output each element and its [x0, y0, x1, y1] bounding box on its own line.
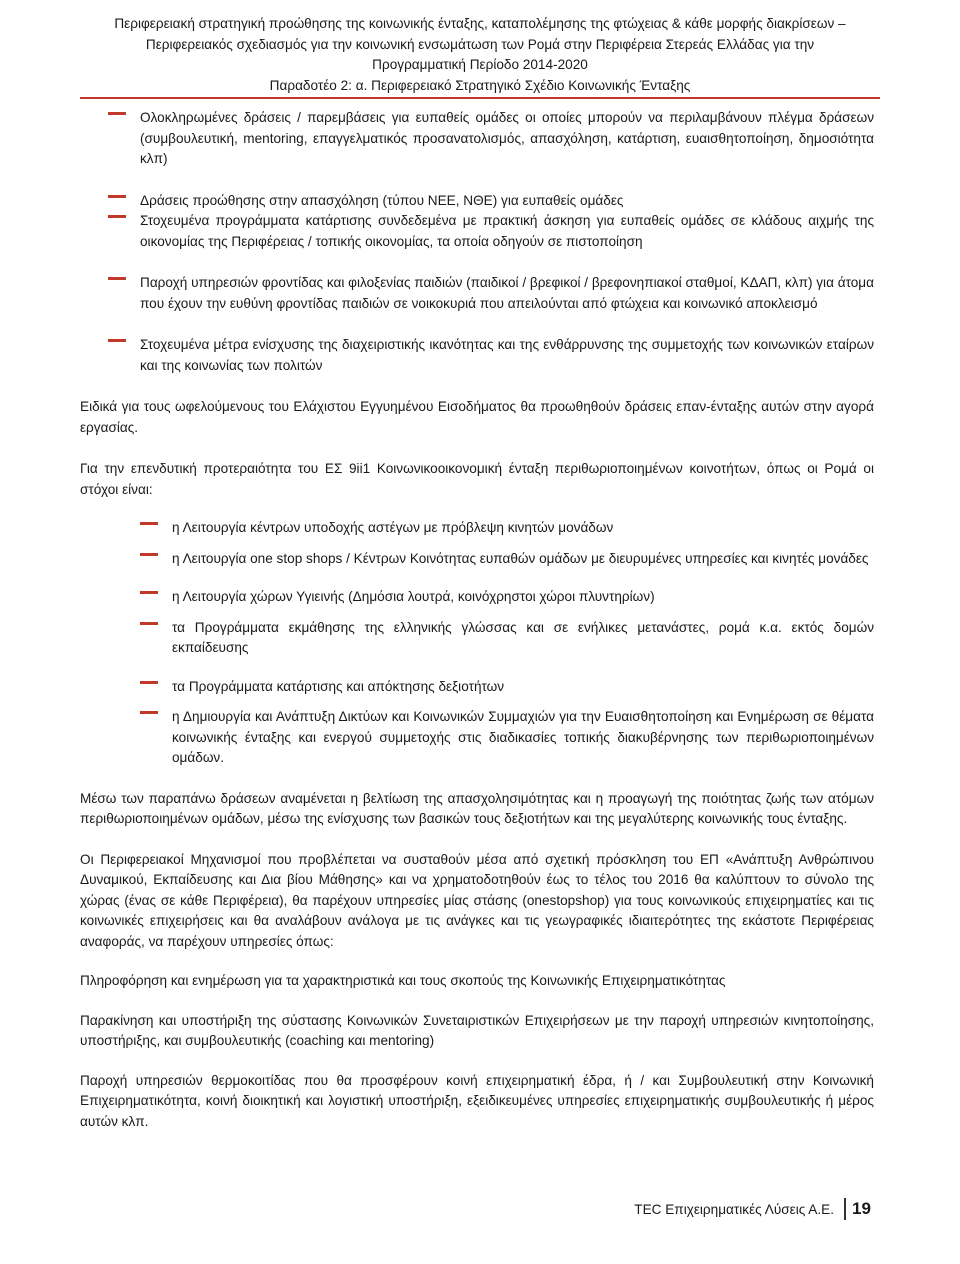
header-divider — [80, 97, 880, 99]
dash-bullet-icon — [140, 522, 158, 525]
dash-bullet-icon — [140, 681, 158, 684]
paragraph: Για την επενδυτική προτεραιότητα του ΕΣ 9ii1 Κοινωνικοοικονομική ένταξη περιθωριοποιημένων κοινοτήτων, όπως οι Ρομά οι στόχοι είναι: — [80, 461, 874, 497]
paragraph: Πληροφόρηση και ενημέρωση για τα χαρακτηριστικά και τους σκοπούς της Κοινωνικής Επιχειρηματικότητας — [80, 973, 726, 988]
dash-bullet-icon — [140, 622, 158, 625]
list-item: Στοχευμένα μέτρα ενίσχυσης της διαχειριστικής ικανότητας και της ενθάρρυνσης της συμμετοχής των κοινωνικών εταίρων και της κοινωνίας των πολιτών — [80, 335, 874, 376]
header-line-1: Περιφερειακή στρατηγική προώθησης της κοινωνικής ένταξης, καταπολέμησης της φτώχειας & κάθε μορφής διακρίσεων – — [114, 16, 846, 31]
goals-list — [80, 518, 874, 769]
page-header — [60, 14, 900, 96]
list-item: η Δημιουργία και Ανάπτυξη Δικτύων και Κοινωνικών Συμμαχιών για την Ευαισθητοποίηση και Ενημέρωση σε θέματα κοινωνικής ένταξης και ενεργού συμμετοχής στις διαδικασίες τοπικής διακυβέρνησης των περιθωριοποιημένων ομάδων. — [80, 707, 874, 769]
actions-list — [80, 108, 874, 376]
list-item: τα Προγράμματα κατάρτισης και απόκτησης δεξιοτήτων — [80, 677, 874, 698]
paragraph: Οι Περιφερειακοί Μηχανισμοί που προβλέπεται να συσταθούν μέσα από σχετική πρόσκληση του ΕΠ «Ανάπτυξη Ανθρώπινου Δυναμικού, Εκπαίδευσης και Δια βίου Μάθησης» και να χρηματοδοτηθούν έως το τέλος του 2016 θα καλύπτουν το σύνολο της χώρας (ένας σε κάθε Περιφέρεια), θα παρέχουν υπηρεσίες μίας στάσης (onestopshop) για τους κοινωνικούς επιχειρηματίες και τις κοινωνικές επιχειρήσεις και θα αναλάβουν ανάλογα με τις ανάγκες και τις γεωγραφικές ιδιαιτερότητες της εκάστοτε Περιφέρειας αναφοράς, να παρέχουν υπηρεσίες όπως: — [80, 851, 874, 949]
footer-company: TEC Επιχειρηματικές Λύσεις Α.Ε. — [634, 1202, 834, 1217]
page-number: 19 — [852, 1199, 871, 1218]
list-item: Ολοκληρωμένες δράσεις / παρεμβάσεις για ευπαθείς ομάδες οι οποίες μπορούν να περιλαμβάνουν πλέγμα δράσεων (συμβουλευτική, mentoring, επαγγελματικός προσανατολισμός, απασχόληση, κατάρτιση, ευαισθητοποίηση, δημοσιότητα κλπ) — [80, 108, 874, 170]
list-item: η Λειτουργία χώρων Υγιεινής (Δημόσια λουτρά, κοινόχρηστοι χώροι πλυντηρίων) — [80, 587, 874, 608]
dash-bullet-icon — [108, 112, 126, 115]
paragraph: Μέσω των παραπάνω δράσεων αναμένεται η βελτίωση της απασχολησιμότητας και η προαγωγή της ποιότητας ζωής των ατόμων περιθωριοποιημένων ομάδων, μέσω της ενίσχυσης των βασικών τους δεξιοτήτων και της μεγαλύτερης κοινωνικής τους ένταξης. — [80, 790, 874, 826]
header-line-2: Περιφερειακός σχεδιασμός για την κοινωνική ενσωμάτωση των Ρομά στην Περιφέρεια Στερεάς Ελλάδας για την — [145, 36, 815, 52]
list-item: Δράσεις προώθησης στην απασχόληση (τύπου ΝΕΕ, ΝΘΕ) για ευπαθείς ομάδες — [80, 191, 874, 212]
dash-bullet-icon — [140, 711, 158, 714]
list-item: η Λειτουργία one stop shops / Κέντρων Κοινότητας ευπαθών ομάδων με διευρυμένες υπηρεσίες και κινητές μονάδες — [80, 549, 874, 570]
footer-divider — [844, 1198, 846, 1220]
document-body — [80, 102, 874, 1132]
list-item: η Λειτουργία κέντρων υποδοχής αστέγων με πρόβλεψη κινητών μονάδων — [80, 518, 874, 539]
paragraph: Ειδικά για τους ωφελούμενους του Ελάχιστου Εγγυημένου Εισοδήματος θα προωθηθούν δράσεις επαν-ένταξης αυτών στην αγορά εργασίας. — [80, 399, 874, 435]
list-item: Παροχή υπηρεσιών φροντίδας και φιλοξενίας παιδιών (παιδικοί / βρεφικοί / βρεφονηπιακοί σταθμοί, ΚΔΑΠ, κλπ) για άτομα που έχουν την ευθύνη φροντίδας παιδιών σε νοικοκυριά που απειλούνται από φτώχεια και κοινωνικό αποκλεισμό — [80, 273, 874, 314]
list-item: Στοχευμένα προγράμματα κατάρτισης συνδεδεμένα με πρακτική άσκηση για ευπαθείς ομάδες σε κλάδους αιχμής της οικονομίας της Περιφέρειας / τοπικής οικονομίας, τα οποία οδηγούν σε πιστοποίηση — [80, 211, 874, 252]
dash-bullet-icon — [140, 591, 158, 594]
list-item: τα Προγράμματα εκμάθησης της ελληνικής γλώσσας και σε ενήλικες μετανάστες, ρομά κ.α. εκτός δομών εκπαίδευσης — [80, 618, 874, 659]
paragraph: Παροχή υπηρεσιών θερμοκοιτίδας που θα προσφέρουν κοινή επιχειρηματική έδρα, ή / και Συμβουλευτική στην Κοινωνική Επιχειρηματικότητα, κοινή διοικητική και λογιστική υποστήριξη, εξειδικευμένες υπηρεσίες επιχειρηματικής συμβουλευτικής ή μέρος αυτών κλπ. — [80, 1072, 874, 1129]
paragraph: Παρακίνηση και υποστήριξη της σύστασης Κοινωνικών Συνεταιριστικών Επιχειρήσεων με την παροχή υπηρεσιών κινητοποίησης, υποστήριξης, και συμβουλευτικής (coaching και mentoring) — [80, 1012, 874, 1048]
header-line-3: Προγραμματική Περίοδο 2014-2020 — [372, 57, 588, 72]
dash-bullet-icon — [140, 553, 158, 556]
dash-bullet-icon — [108, 195, 126, 198]
header-line-4: Παραδοτέο 2: α. Περιφερειακό Στρατηγικό Σχέδιο Κοινωνικής Ένταξης — [269, 77, 691, 93]
dash-bullet-icon — [108, 277, 126, 280]
dash-bullet-icon — [108, 339, 126, 342]
dash-bullet-icon — [108, 215, 126, 218]
